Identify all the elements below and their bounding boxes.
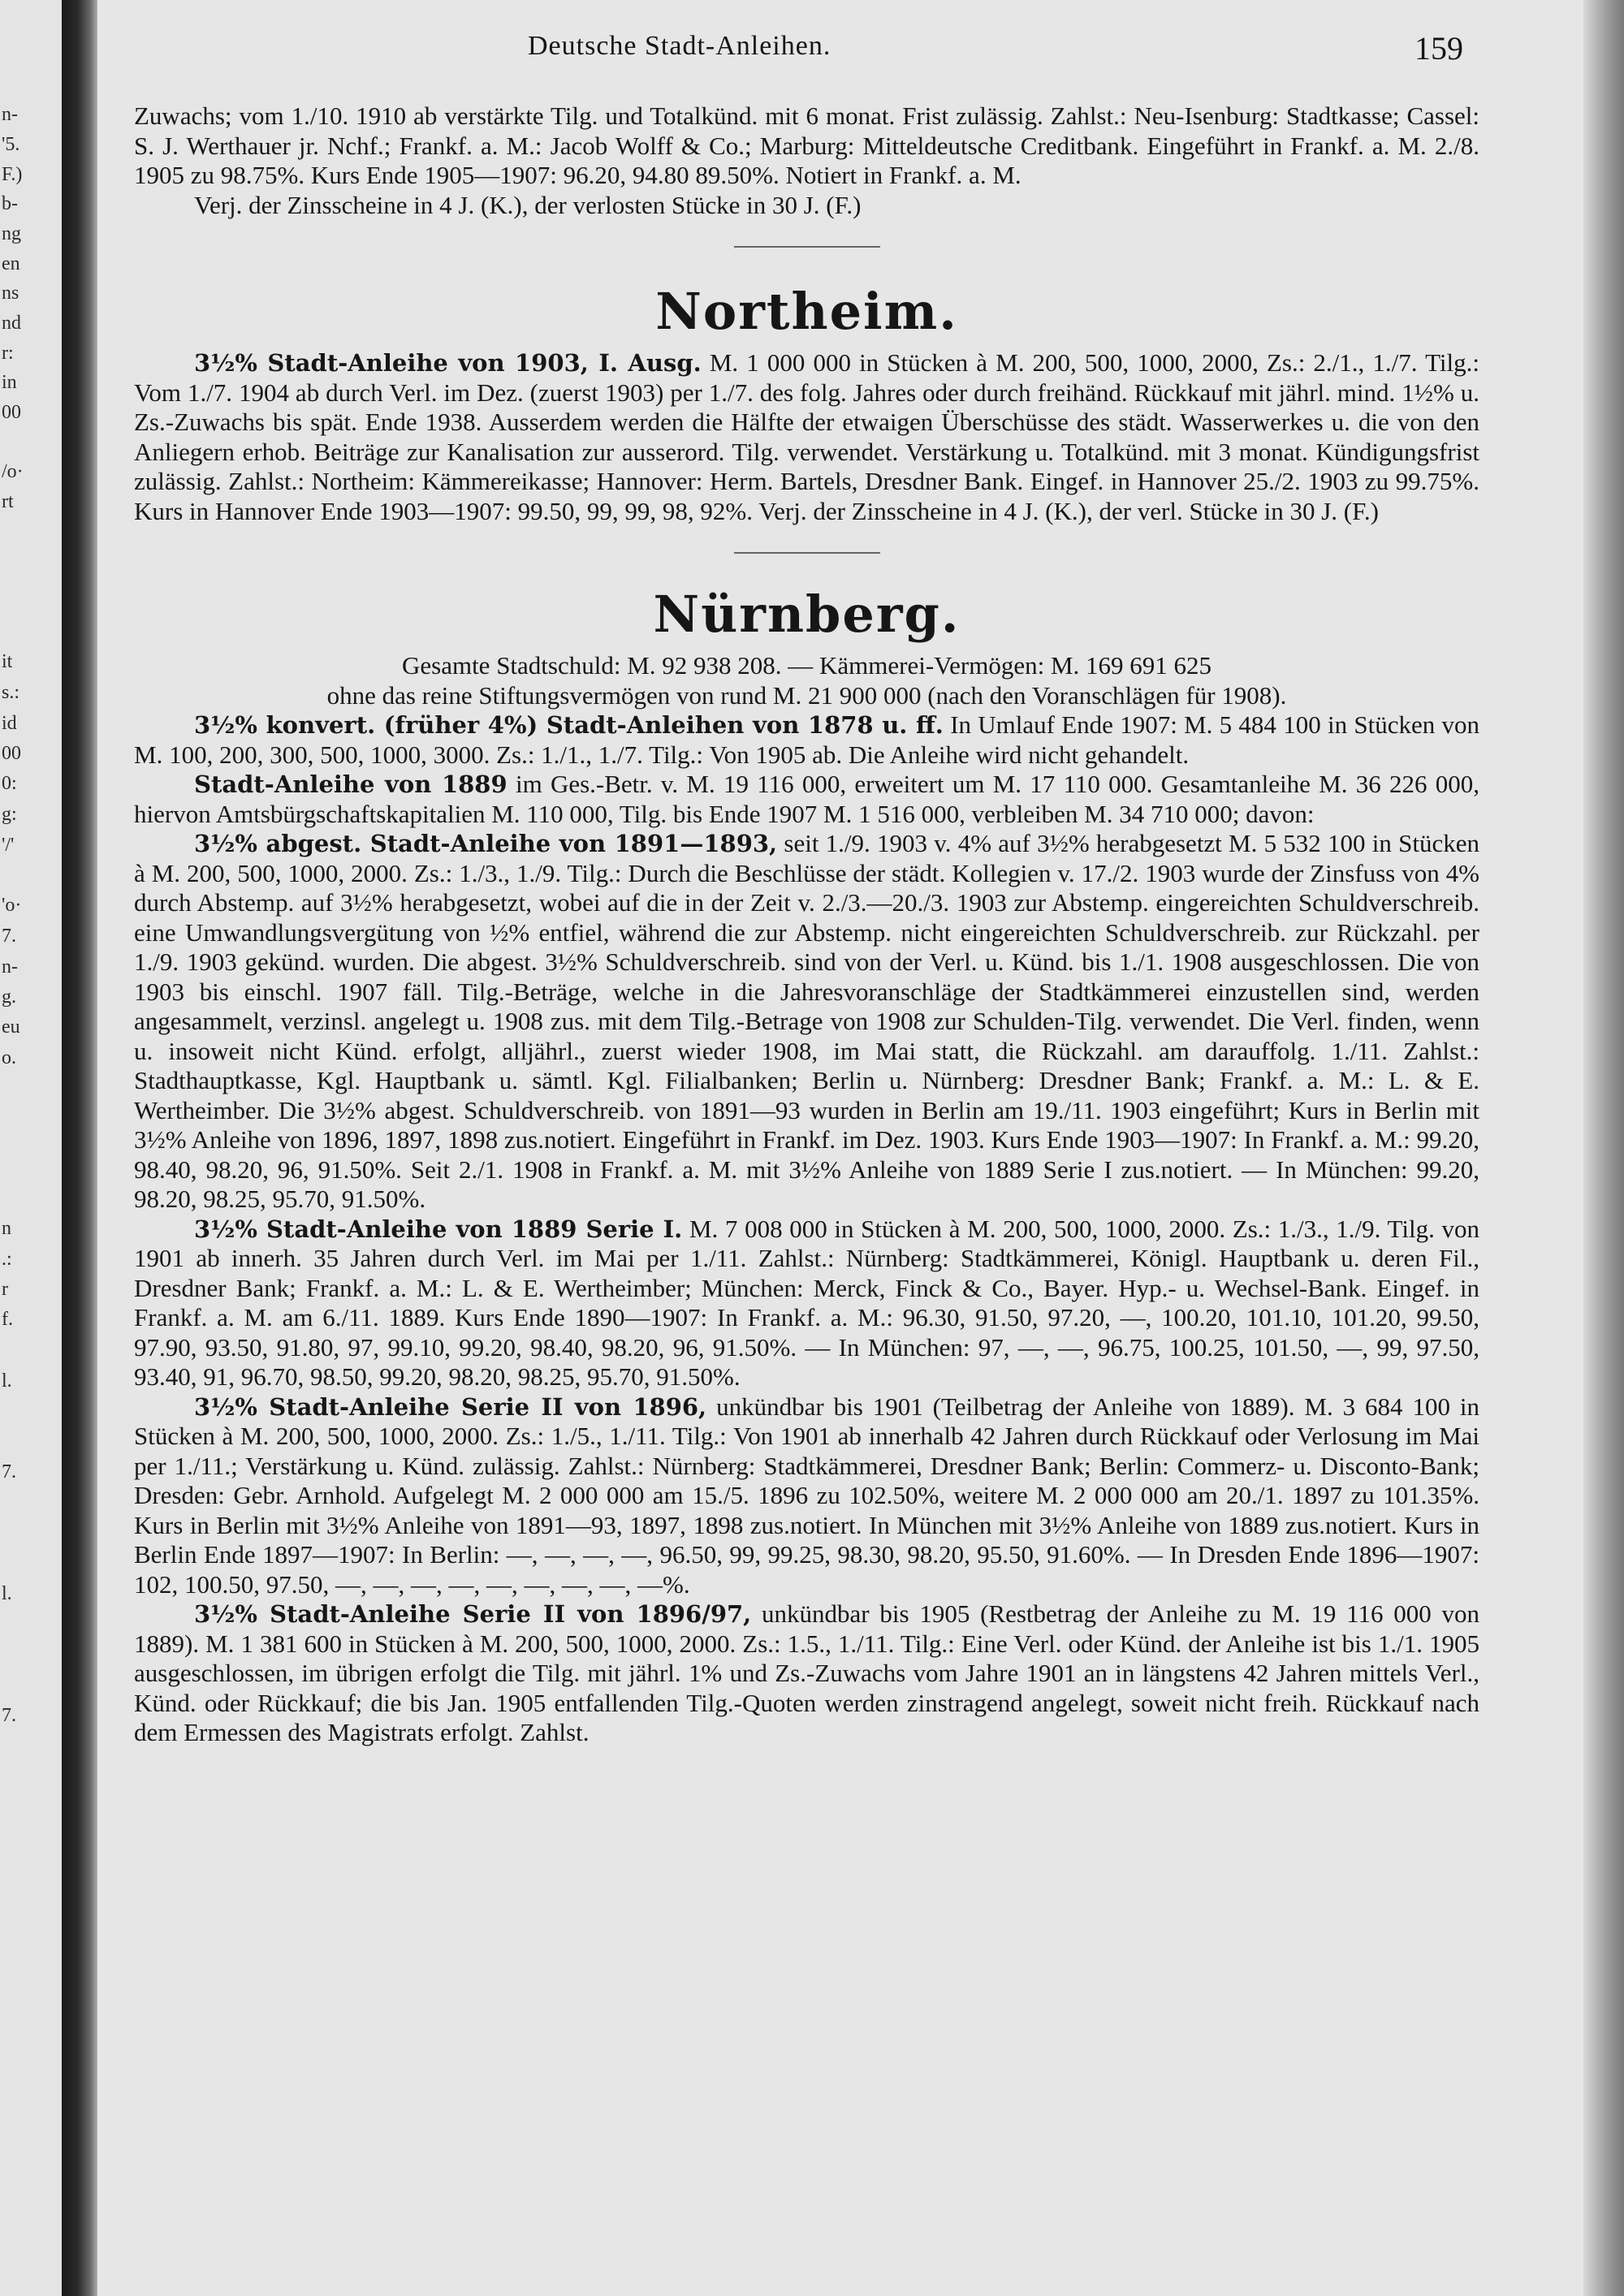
prev-page-fragment: n [2, 1218, 11, 1239]
entry-text: im Ges.-Betr. v. M. 19 116 000, erweitert um M. 17 110 000. Gesamtanleihe M. 36 226 000, hiervon Amtsbürgschaftskapitalien M. 110 000, Tilg. bis Ende 1907 M. 1 516 000, verbleiben M. 34 710 000; davon: [134, 770, 1480, 828]
prev-page-fragment: it [2, 651, 13, 672]
section-divider [734, 246, 880, 248]
prev-page-fragment: rt [2, 491, 14, 512]
entry-text: seit 1./9. 1903 v. 4% auf 3½% herabgesetzt M. 5 532 100 in Stücken à M. 200, 500, 1000, 2000. Zs.: 1./3., 1./9. Tilg.: Durch die Beschlüsse der städt. Kollegien v. 17./2. 1903 wurde der Zinsfuss von 4% durch Abstemp. auf 3½% herabgesetzt, wobei auf die in der Zeit v. 2./3.—20./3. 1903 zur Abstemp. eingereichten Schuldverschreib. eine Umwandlungsvergütung von ½% entfiel, während die zur Abstemp. nicht eingereichten Schuldverschreib. zur Rückzahl. per 1./9. 1903 gekünd. wurden. Die abgest. 3½% Schuldverschreib. sind von der Verl. u. Künd. bis 1./1. 1908 ausgeschlossen. Die von 1903 bis einschl. 1907 fäll. Tilg.-Beträge, welche in die Jahresvoranschläge der Stadtkämmerei einzustellen sind, werden angesammelt, verzinsl. angelegt u. 1908 zus. mit dem Tilg.-Betrage von 1908 zur Schulden-Tilg. verwendet. Die Verl. finden, wenn u. insoweit nicht Künd. erfolgt, alljährl., zuerst wieder 1908, im Mai statt, die Rückzahl. am darauffolg. 1./11. Zahlst.: Stadthauptkasse, Kgl. Hauptbank u. sämtl. Kgl. Filialbanken; Berlin u. Nürnberg: Dresdner Bank; Frankf. a. M.: L. & E. Wertheimber. Die 3½% abgest. Schuldverschreib. von 1891—93 wurden in Berlin am 19./11. 1903 eingeführt; Kurs in Berlin mit 3½% Anleihe von 1896, 1897, 1898 zus.notiert. Eingeführt in Frankf. im Dez. 1903. Kurs Ende 1903—1907: In Frankf. a. M.: 99.20, 98.40, 98.20, 96, 91.50%. Seit 2./1. 1908 in Frankf. a. M. mit 3½% Anleihe von 1889 Serie I zus.notiert. — In München: 99.20, 98.20, 98.25, 95.70, 91.50%. [134, 829, 1479, 1213]
book-gutter [62, 0, 97, 2296]
entry-text: unkündbar bis 1901 (Teilbetrag der Anleihe von 1889). M. 3 684 100 in Stücken à M. 200, 500, 1000, 2000. Zs.: 1./5., 1./11. Tilg.: Von 1901 ab innerhalb 42 Jahren durch Rückkauf oder Verlosung im Mai per 1./11.; Verstärkung u. Künd. zulässig. Zahlst.: Nürnberg: Stadtkämmerei, Dresdner Bank; Berlin: Commerz- u. Disconto-Bank; Dresden: Gebr. Arnhold. Aufgelegt M. 2 000 000 am 15./5. 1896 zu 102.50%, weitere M. 2 000 000 am 20./1. 1897 zu 101.35%. Kurs in Berlin mit 3½% Anleihe von 1891—93, 1897, 1898 zus.notiert. In München mit 3½% Anleihe von 1889 zus.notiert. Kurs in Berlin Ende 1897—1907: In Berlin: —, —, —, —, 96.50, 99, 99.25, 98.30, 98.20, 95.50, 91.60%. — In Dresden Ende 1896—1907: 102, 100.50, 97.50, —, —, —, —, —, —, —, —, —%. [134, 1392, 1480, 1599]
section-divider [734, 552, 880, 554]
section-title-nuernberg: Nürnberg. [653, 585, 961, 644]
northeim-text: M. 1 000 000 in Stücken à M. 200, 500, 1000, 2000, Zs.: 2./1., 1./7. Tilg.: Vom 1./7. 1904 ab durch Verl. im Dez. (zuerst 1903) per 1./7. des folg. Jahres oder durch freihänd. Rückkauf mit jährl. mind. 1½% u. Zs.-Zuwachs bis spät. Ende 1938. Ausserdem werden die Hälfte der etwaigen Überschüsse des städt. Wasserwerkes u. die von den Anliegern erhob. Beiträge zur Kanalisation zur ausserord. Tilg. verwendet. Verstärkung u. Totalkünd. mit 3 monat. Kündigungsfrist zulässig. Zahlst.: Northeim: Kämmereikasse; Hannover: Herm. Bartels, Dresdner Bank. Eingef. in Hannover 25./2. 1903 zu 99.75%. Kurs in Hannover Ende 1903—1907: 99.50, 99, 99, 98, 92%. Verj. der Zinsscheine in 4 J. (K.), der verl. Stücke in 30 J. (F.) [134, 348, 1479, 525]
previous-page-margin [0, 0, 62, 2296]
prev-page-fragment: b- [2, 193, 18, 214]
running-head: Deutsche Stadt-Anleihen. [528, 31, 831, 61]
prev-page-fragment: F.) [2, 164, 23, 185]
prev-page-fragment: '/' [2, 835, 15, 856]
prev-page-fragment: 00 [2, 402, 21, 423]
entry-heading: 3½% Stadt-Anleihe Serie II von 1896/97, [194, 1600, 752, 1628]
northeim-heading: 3½% Stadt-Anleihe von 1903, I. Ausg. [194, 349, 702, 377]
nuernberg-entry-1878 [134, 710, 1479, 770]
prev-page-fragment: '5. [2, 134, 20, 155]
prev-page-fragment: eu [2, 1016, 20, 1038]
entry-heading: Stadt-Anleihe von 1889 [194, 770, 508, 798]
nuernberg-summary-line-1: Gesamte Stadtschuld: M. 92 938 208. — Kämmerei-Vermögen: M. 169 691 625 [401, 651, 1212, 680]
entry-heading: 3½% Stadt-Anleihe Serie II von 1896, [194, 1392, 707, 1421]
prev-page-fragment: o. [2, 1047, 16, 1068]
prev-page-fragment: 7. [2, 1705, 16, 1726]
prev-page-fragment: 00 [2, 743, 21, 764]
prev-page-fragment: g: [2, 804, 17, 825]
prev-page-fragment: id [2, 713, 17, 734]
intro-verjaehrung: Verj. der Zinsscheine in 4 J. (K.), der verlosten Stücke in 30 J. (F.) [194, 190, 862, 219]
entry-text: M. 7 008 000 in Stücken à M. 200, 500, 1000, 2000. Zs.: 1./3., 1./9. Tilg. von 1901 ab innerh. 35 Jahren durch Verl. im Mai per 1./11. Zahlst.: Nürnberg: Stadtkämmerei, Königl. Hauptbank u. deren Fil., Dresdner Bank; Frankf. a. M.: L. & E. Wertheimber; München: Merck, Finck & Co., Bayer. Hyp.- u. Wechsel-Bank. Eingef. in Frankf. a. M. am 6./11. 1889. Kurs Ende 1890—1907: In Frankf. a. M.: 96.30, 91.50, 97.20, —, 100.20, 101.10, 101.20, 99.50, 97.90, 93.50, 91.80, 97, 99.10, 99.20, 98.40, 98.20, 96, 91.50%. — In München: 97, —, —, 96.75, 100.25, 101.50, —, 99, 97.50, 93.40, 91, 96.70, 98.50, 99.20, 98.20, 98.25, 95.70, 91.50%. [134, 1214, 1480, 1391]
nuernberg-entry-1889 [134, 770, 1479, 829]
prev-page-fragment: n- [2, 956, 18, 978]
page-content [134, 101, 1479, 1748]
entry-heading: 3½% abgest. Stadt-Anleihe von 1891—1893, [194, 830, 778, 857]
entry-text: In Umlauf Ende 1907: M. 5 484 100 in Stücken von M. 100, 200, 300, 500, 1000, 3000. Zs.: 1./1., 1./7. Tilg.: Von 1905 ab. Die Anleihe wird nicht gehandelt. [134, 710, 1479, 769]
prev-page-fragment: 0: [2, 773, 17, 794]
entry-text: unkündbar bis 1905 (Restbetrag der Anleihe zu M. 19 116 000 von 1889). M. 1 381 600 in Stücken à M. 200, 500, 1000, 2000. Zs.: 1.5., 1./11. Tilg.: Eine Verl. oder Künd. der Anleihe ist bis 1./1. 1905 ausgeschlossen, im übrigen erfolgt die Tilg. mit jährl. 1% und Zs.-Zuwachs vom Jahre 1901 an in längstens 42 Jahren mittels Verl., Künd. oder Rückkauf; die bis Jan. 1905 entfallenden Tilg.-Quoten werden zinstragend angelegt, soweit nicht freih. Rückkauf nach dem Ermessen des Magistrats erfolgt. Zahlst. [134, 1599, 1480, 1746]
prev-page-fragment: g. [2, 986, 16, 1008]
prev-page-fragment: 7. [2, 1461, 16, 1482]
page-edge [1583, 0, 1624, 2296]
page-number: 159 [1415, 30, 1463, 67]
prev-page-fragment: ns [2, 283, 19, 304]
prev-page-fragment: nd [2, 313, 21, 334]
prev-page-fragment: r [2, 1279, 8, 1300]
prev-page-fragment: .: [2, 1249, 12, 1270]
prev-page-fragment: /o· [2, 461, 24, 482]
prev-page-fragment: ng [2, 223, 21, 244]
prev-page-fragment: in [2, 372, 17, 393]
prev-page-fragment: n- [2, 104, 18, 125]
prev-page-fragment: r: [2, 343, 14, 364]
prev-page-fragment: s.: [2, 682, 20, 703]
section-title-northeim: Northeim. [655, 282, 958, 341]
entry-heading: 3½% Stadt-Anleihe von 1889 Serie I. [194, 1215, 683, 1243]
prev-page-fragment: 'o· [2, 895, 22, 916]
prev-page-fragment: en [2, 253, 20, 274]
entry-heading: 3½% konvert. (früher 4%) Stadt-Anleihen von 1878 u. ff. [194, 711, 944, 739]
nuernberg-entry-1891-1893 [134, 829, 1479, 1215]
nuernberg-entry-1896-97-serie-2 [134, 1599, 1479, 1748]
prev-page-fragment: l. [2, 1583, 12, 1604]
nuernberg-entry-1896-serie-2 [134, 1392, 1479, 1600]
prev-page-fragment: f. [2, 1309, 13, 1330]
prev-page-fragment: 7. [2, 926, 16, 947]
nuernberg-entry-1889-serie-1 [134, 1215, 1479, 1392]
northeim-entry [134, 348, 1479, 526]
nuernberg-summary-line-2: ohne das reine Stiftungsvermögen von rund M. 21 900 000 (nach den Voranschlägen für 1908). [326, 680, 1287, 710]
intro-paragraph: Zuwachs; vom 1./10. 1910 ab verstärkte Tilg. und Totalkünd. mit 6 monat. Frist zulässig. Zahlst.: Neu-Isenburg: Stadtkasse; Cassel: S. J. Werthauer jr. Nchf.; Frankf. a. M.: Jacob Wolff & Co.; Marburg: Mitteldeutsche Creditbank. Eingeführt in Frankf. a. M. 2./8. 1905 zu 98.75%. Kurs Ende 1905—1907: 96.20, 94.80 89.50%. Notiert in Frankf. a. M. [134, 101, 1479, 189]
prev-page-fragment: l. [2, 1370, 12, 1392]
